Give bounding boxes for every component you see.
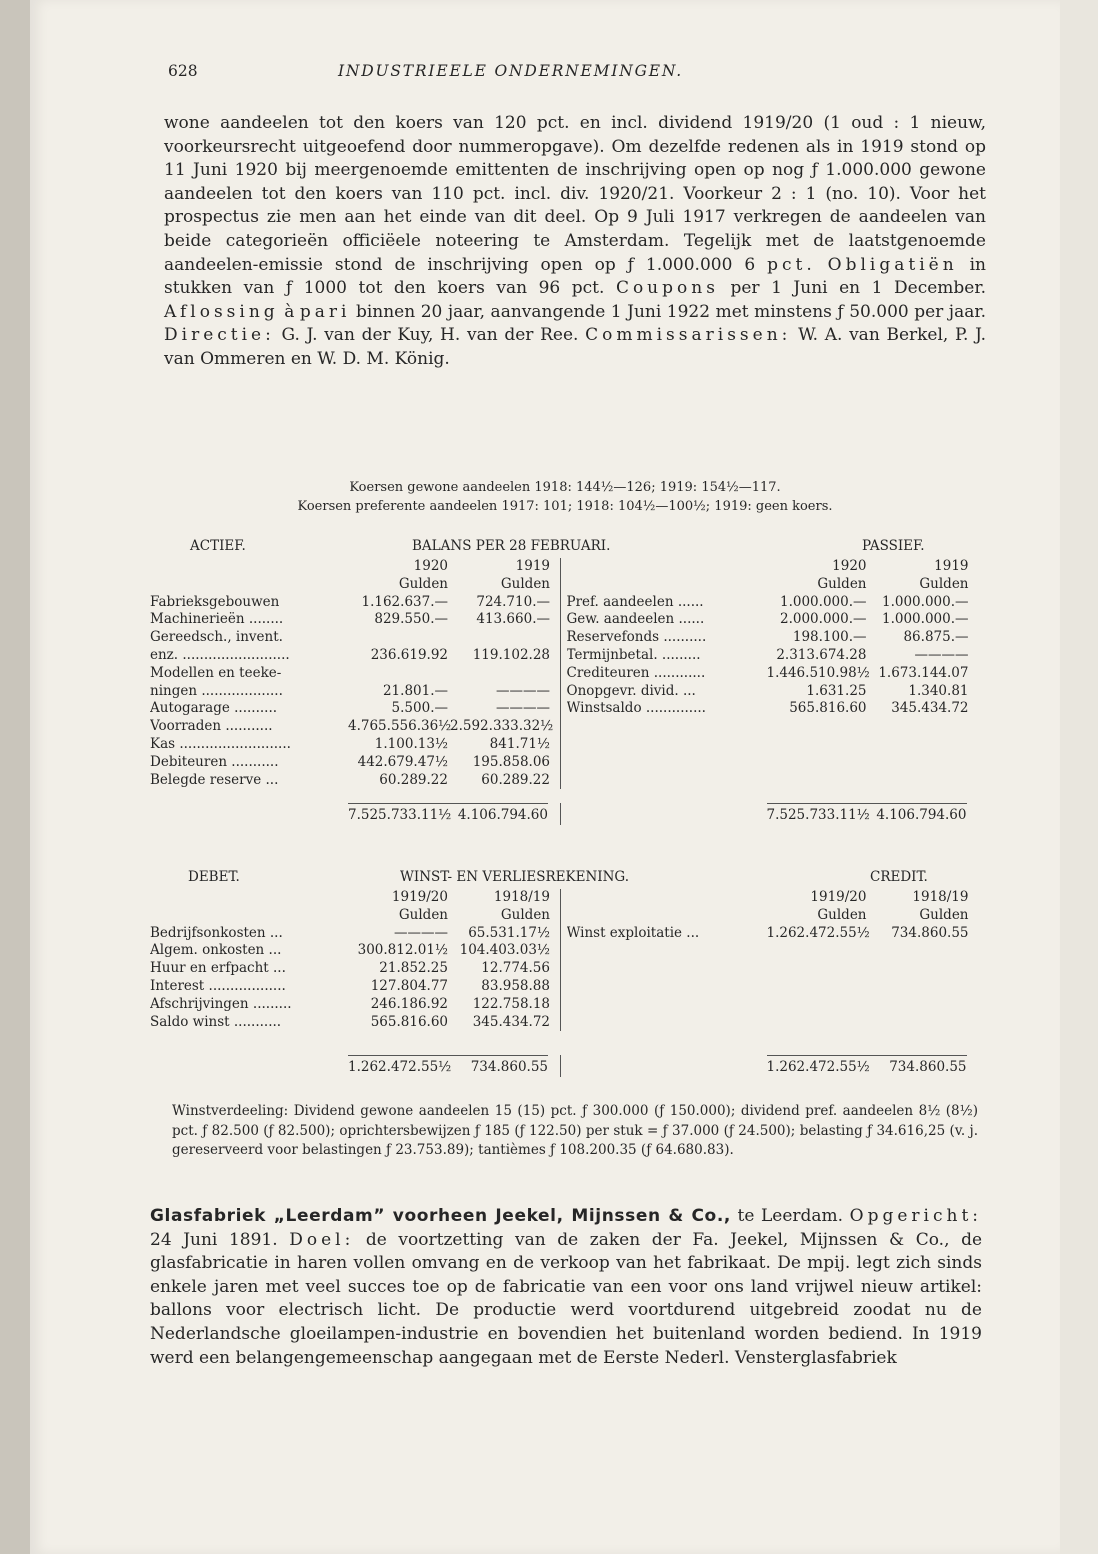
row-value-previous: 86.875.— [903,629,969,646]
debet-row [150,1014,560,1032]
winst-total-right-2: 734.860.55 [867,1055,967,1077]
row-label: Saldo winst ........... [150,1013,282,1030]
row-value-current: 246.186.92 [370,995,448,1012]
row-value-current: 60.289.22 [379,771,448,788]
row-value-current: ———— [394,924,448,941]
passief-row [567,611,971,629]
row-label: Onopgevr. divid. ... [566,682,696,699]
balans-table [150,538,970,825]
passief-column [560,558,971,789]
actief-row [150,718,560,736]
passief-row [567,647,971,665]
koersen-preferente: Koersen preferente aandeelen 1917: 101; 1918: 104½—100½; 1919: geen koers. [297,499,833,514]
commissarissen-label: Commissarissen: [585,325,792,346]
row-value-previous: 1.000.000.— [882,593,969,610]
row-value-current: 2.000.000.— [780,611,867,628]
passief-row [567,594,971,612]
doel-label: Doel: [289,1229,355,1250]
passief-row [567,700,971,718]
row-value-current: 21.852.25 [379,960,448,977]
glas-text-b: 24 Juni 1891. [150,1229,278,1250]
balans-total-right-1920: 7.525.733.11½ [767,803,867,825]
row-value-previous: 2.592.333.32½ [450,718,554,735]
row-value-current: 442.679.47½ [357,753,448,770]
intro-text-e: à [284,301,295,322]
row-value-previous [450,665,550,683]
row-value-previous: 1.000.000.— [882,611,969,628]
row-value-current: 1.000.000.— [780,593,867,610]
unit-label: Gulden [500,575,550,592]
unit-label: Gulden [817,575,867,592]
obligatien-label: Obligatiën [827,254,958,275]
page-header [140,62,960,88]
row-value-previous: ———— [496,682,550,699]
row-label: Pref. aandeelen ...... [566,593,704,610]
page-edge-shadow [0,0,30,1554]
row-value-previous: 60.289.22 [481,771,550,788]
row-label: Modellen en teeke- [150,664,282,681]
row-value-current: 5.500.— [391,700,448,717]
row-value-previous: 345.434.72 [472,1013,550,1030]
year-1919-20: 1919/20 [810,889,867,905]
row-label: enz. ......................... [150,646,290,663]
row-value-previous: 122.758.18 [472,995,550,1012]
debet-row [150,996,560,1014]
year-1919: 1919 [934,558,969,574]
row-value-current: 4.765.556.36½ [348,718,452,735]
actief-row [150,665,560,683]
balans-total-left-1920: 7.525.733.11½ [348,803,448,825]
row-value-previous: 345.434.72 [891,700,969,717]
balans-title: BALANS PER 28 FEBRUARI. [412,538,611,554]
unit-label: Gulden [500,906,550,923]
year-1919: 1919 [515,558,550,574]
row-value-current: 1.262.472.55½ [766,924,870,941]
actief-row [150,611,560,629]
row-value-current: 236.619.92 [370,646,448,663]
row-label: Huur en erfpacht ... [150,960,286,977]
directie-label: Directie: [164,325,275,346]
debet-column [150,889,560,1031]
year-1918-19: 1918/19 [493,889,550,905]
row-value-previous: 724.710.— [476,593,550,610]
balans-total-left-1919: 4.106.794.60 [448,803,548,825]
year-1920: 1920 [413,558,448,574]
row-value-current: 198.100.— [792,629,867,646]
actief-title: ACTIEF. [190,538,246,554]
row-label: Belegde reserve ... [150,771,279,788]
winst-total-right-1: 1.262.472.55½ [767,1055,867,1077]
glas-text-a: te Leerdam. [737,1206,844,1226]
row-label: Afschrijvingen ......... [150,995,292,1012]
aflossing-label: Aflossing [164,301,279,322]
row-value-previous: 1.340.81 [908,682,969,699]
year-1919-20: 1919/20 [391,889,448,905]
pct-label: pct. [767,254,816,275]
actief-row [150,647,560,665]
winst-total-left-2: 734.860.55 [448,1055,548,1077]
pari-label: pari [299,301,351,322]
row-value-previous: ———— [496,700,550,717]
row-value-current: 1.162.637.— [361,593,448,610]
row-label: Machinerieën ........ [150,611,284,628]
row-label: Debiteuren ........... [150,753,279,770]
intro-paragraph [164,112,986,372]
row-value-previous: 119.102.28 [472,646,550,663]
row-value-previous: 65.531.17½ [468,924,550,941]
koersen-block [150,478,980,516]
koersen-gewone: Koersen gewone aandeelen 1918: 144½—126; 1919: 154½—117. [349,480,781,495]
year-1920: 1920 [832,558,867,574]
winst-table [150,869,970,1077]
row-value-previous: 104.403.03½ [459,942,550,959]
row-value-previous [450,629,550,647]
row-value-previous: 195.858.06 [472,753,550,770]
actief-row [150,683,560,701]
winst-total-left-1: 1.262.472.55½ [348,1055,448,1077]
actief-row [150,772,560,790]
company-name: Glasfabriek „Leerdam” voorheen Jeekel, Mijnssen & Co., [150,1206,731,1226]
row-value-current: 565.816.60 [370,1013,448,1030]
actief-row [150,736,560,754]
row-label: Reservefonds .......... [566,629,707,646]
row-label: ningen ................... [150,682,283,699]
row-value-previous: 413.660.— [476,611,550,628]
row-label: Fabrieksgebouwen [150,593,280,610]
row-label: Bedrijfsonkosten ... [150,924,283,941]
row-value-previous: 841.71½ [489,735,550,752]
row-value-current: 1.631.25 [806,682,867,699]
actief-row [150,700,560,718]
row-label: Winstsaldo .............. [566,700,706,717]
glas-text-c: de voortzetting van de zaken der Fa. Jeekel, Mijnssen & Co., de glasfabricatie in haren vollen omvang en de verkoop van het fabrikaat. De mpij. legt zich sinds enkele jaren met veel succes toe op de fabricatie van een voor ons land vrijwel nieuw artikel: ballons voor electrisch licht. De productie werd voortdurend uitgebreid zoodat nu de Nederlandsche gloeilampen-industrie en bovendien het buitenland worden bediend. In 1919 werd een belangengemeenschap aangegaan met de Eerste Nederl. Vensterglasfabriek [150,1229,983,1368]
passief-row [567,683,971,701]
row-label: Gereedsch., invent. [150,629,283,646]
year-1918-19: 1918/19 [912,889,969,905]
page-number: 628 [168,62,198,80]
debet-row [150,960,560,978]
intro-text-h: W. A. van Berkel, P. J. van Ommeren en W. D. M. König. [164,325,987,369]
passief-row [567,629,971,647]
balans-total-right-1919: 4.106.794.60 [867,803,967,825]
running-title: INDUSTRIEELE ONDERNEMINGEN. [338,62,683,80]
glasfabriek-entry [150,1205,982,1370]
row-value-current: 1.100.13½ [374,735,448,752]
row-value-previous: 734.860.55 [891,924,969,941]
unit-label: Gulden [398,575,448,592]
actief-row [150,594,560,612]
row-value-previous: 83.958.88 [481,977,550,994]
intro-text-c: in stukken van ƒ 1000 tot den koers van 96 pct. [164,254,986,299]
credit-column [560,889,971,1031]
passief-row [567,665,971,683]
intro-text-g: G. J. van der Kuy, H. van der Ree. [281,325,579,346]
winstverdeeling-note: Winstverdeeling: Dividend gewone aandeelen 15 (15) pct. ƒ 300.000 (ƒ 150.000); dividend pref. aandeelen 8½ (8½) pct. ƒ 82.500 (ƒ 82.500); oprichtersbewijzen ƒ 185 (ƒ 122.50) per stuk = ƒ 37.000 (ƒ 24.500); belasting ƒ 34.616,25 (v. j. gereserveerd voor belastingen ƒ 23.753.89); tantièmes ƒ 108.200.35 (ƒ 64.680.83). [172,1103,978,1159]
unit-label: Gulden [919,575,969,592]
coupons-label: Coupons [615,278,719,299]
row-value-current: 1.446.510.98½ [766,664,870,681]
actief-column [150,558,560,789]
row-value-current: 300.812.01½ [357,942,448,959]
debet-row [150,942,560,960]
row-label: Termijnbetal. ......... [566,646,701,663]
unit-label: Gulden [398,906,448,923]
unit-label: Gulden [919,906,969,923]
intro-text-f: binnen 20 jaar, aanvangende 1 Juni 1922 met minstens ƒ 50.000 per jaar. [355,301,986,322]
row-value-current: 565.816.60 [789,700,867,717]
row-value-current: 127.804.77 [370,977,448,994]
credit-title: CREDIT. [870,869,928,885]
row-label: Kas .......................... [150,735,291,752]
row-label: Crediteuren ............ [566,664,706,681]
row-label: Voorraden ........... [150,718,273,735]
row-label: Interest .................. [150,977,286,994]
row-value-previous: 12.774.56 [481,960,550,977]
winst-title: WINST- EN VERLIESREKENING. [400,869,630,885]
row-value-current: 829.550.— [374,611,448,628]
row-value-previous: 1.673.144.07 [878,664,969,681]
row-value-previous: ———— [914,646,969,663]
actief-row [150,629,560,647]
row-label: Gew. aandeelen ...... [566,611,705,628]
row-label: Autogarage .......... [150,700,278,717]
intro-text-a: wone aandeelen tot den koers van 120 pct. en incl. dividend 1919/20 (1 oud : 1 nieuw, voorkeursrecht uitgeoefend door nummeropgave). Om dezelfde redenen als in 1919 stond op 11 Juni 1920 bij meergenoemde emittenten de inschrijving open op nog ƒ 1.000.000 gewone aandeelen tot den koers van 110 pct. incl. div. 1920/21. Voorkeur 2 : 1 (no. 10). Voor het prospectus zie men aan het einde van dit deel. Op 9 Juli 1917 verkregen de aandeelen van beide categorieën officiëele noteering te Amsterdam. Tegelijk met de laatstgenoemde aandeelen-emissie stond de inschrijving open op ƒ 1.000.000 6 [164,113,986,275]
actief-row [150,754,560,772]
row-label: Algem. onkosten ... [150,942,282,959]
opgericht-label: Opgericht: [849,1206,983,1226]
row-value-current [348,665,450,683]
intro-text-d: per 1 Juni en 1 December. [730,278,987,299]
row-value-current [348,629,450,647]
row-value-current: 21.801.— [382,682,448,699]
passief-title: PASSIEF. [862,538,925,554]
debet-row [150,925,560,943]
row-label: Winst exploitatie ... [566,924,700,941]
row-value-current: 2.313.674.28 [776,646,867,663]
unit-label: Gulden [817,906,867,923]
debet-title: DEBET. [188,869,240,885]
debet-row [150,978,560,996]
credit-row [567,925,971,943]
